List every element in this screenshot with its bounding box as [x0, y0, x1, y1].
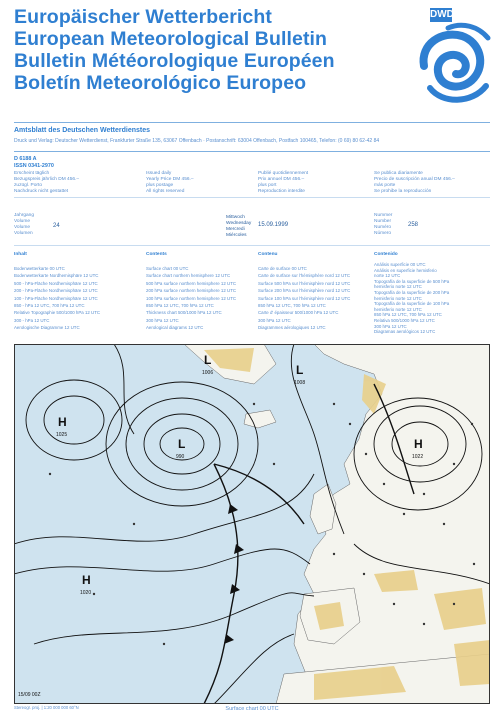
contents-item: Aerologische Diagramme 12 UTC: [14, 325, 80, 331]
pressure-center-label: L: [178, 437, 186, 451]
contents-heading-de: Inhalt: [14, 252, 27, 257]
contents-item: Topografía de la superficie de 200 hPa: [374, 289, 450, 295]
contents-item: 850 hPa 12 UTC, 700 hPa 12 UTC: [374, 312, 442, 318]
info-line: zuzügl. Porto: [14, 183, 42, 188]
title-german: Europäischer Wetterbericht: [14, 6, 272, 28]
contents-item: Surface chart 00 UTC: [146, 266, 189, 271]
contents-item: Surface 500 hPa sur l'hémisphère nord 12 UTC: [258, 280, 351, 286]
contents-list-es: [374, 262, 449, 335]
pressure-center-label: H: [82, 573, 91, 587]
volume-label: Volume: [14, 219, 30, 224]
contents-item: 500 - hPa-Fläche Nordhemisphäre 12 UTC: [14, 280, 98, 286]
info-line: plus postage: [146, 183, 174, 188]
pressure-center-value: 1006: [202, 370, 214, 376]
contents-item: Surface 100 hPa sur l'hémisphère nord 12 UTC: [258, 295, 351, 301]
contents-item: Bodenwetterkarte Nordhemisphäre 12 UTC: [14, 273, 99, 279]
weekday-label: Mittwoch: [226, 215, 245, 220]
contents-item: 300 hPa 12 UTC: [258, 317, 291, 323]
contents-heading-es: Contenido: [374, 252, 398, 257]
title-block: [14, 6, 335, 94]
d-number: D 6188 A: [14, 156, 37, 162]
contents-item: Bodenwetterkarte 00 UTC: [14, 266, 65, 271]
issue-date: 15.09.1999: [258, 222, 289, 228]
dwd-logo: [418, 8, 496, 112]
contents-item: 500 hPa surface northern hemisphere 12 UTC: [146, 280, 237, 286]
volume-label: Volumen: [14, 231, 33, 236]
contents-item: 300 hPa 12 UTC: [374, 323, 407, 329]
number-labels: [374, 213, 392, 237]
weekday-label: Mercredi: [226, 227, 245, 232]
contents-list-en: [146, 265, 236, 332]
info-rule: [14, 197, 490, 198]
agency-line: Amtsblatt des Deutschen Wetterdienstes: [14, 127, 151, 134]
contents-item: hemisferio norte 12 UTC: [374, 284, 422, 290]
contents-heading-fr: Contenu: [258, 252, 278, 257]
info-line: All rights reserved: [146, 189, 185, 194]
pressure-center-value: 1008: [294, 380, 306, 386]
contents-item: hemisferio norte 12 UTC: [374, 306, 422, 312]
contents-item: Topografía de la superficie de 500 hPa: [374, 278, 450, 284]
contents-item: 100 - hPa-Fläche Nordhemisphäre 12 UTC: [14, 295, 98, 301]
pressure-center-label: H: [414, 437, 423, 451]
contents-item: Diagramas aerológicos 12 UTC: [374, 329, 436, 335]
contents-item: Topografía de la superficie de 100 hPa: [374, 301, 450, 307]
contents-item: 200 - hPa-Fläche Nordhemisphäre 12 UTC: [14, 288, 98, 294]
contents-item: norte 12 UTC: [374, 273, 401, 279]
contents-rule: [14, 245, 490, 246]
info-line: más porte: [374, 183, 396, 188]
contents-item: 200 hPa surface northern hemisphere 12 UTC: [146, 288, 237, 294]
contents-list-fr: [258, 265, 350, 332]
info-line: Reproduction interdite: [258, 189, 305, 194]
contents-item: 300 hPa 12 UTC: [146, 317, 179, 323]
contents-item: Análisis superficie 00 UTC: [374, 262, 426, 267]
info-column-fr: [258, 171, 308, 195]
volume-value: 24: [53, 223, 60, 229]
contents-item: 850 hPa 12 UTC, 700 hPa 12 UTC: [146, 303, 214, 309]
info-line: Yearly Price DM 456.–: [146, 177, 194, 182]
volume-label: Jahrgang: [14, 213, 35, 218]
info-line: Se publica diariamente: [374, 171, 423, 176]
pressure-center-label: H: [58, 415, 67, 429]
number-label: Nummer: [374, 213, 393, 218]
pressure-center-value: 1020: [80, 590, 92, 596]
contents-item: Carte de surface sur l'hémisphère nord 12 UTC: [258, 273, 351, 279]
id-block: [14, 156, 54, 170]
title-english: European Meteorological Bulletin: [14, 28, 328, 50]
info-line: Prix annuel DM 456.–: [258, 177, 305, 182]
info-line: plus port: [258, 183, 277, 188]
info-column-en: [146, 171, 194, 195]
title-french: Bulletin Météorologique Européen: [14, 50, 335, 72]
volume-label: Volume: [14, 225, 30, 230]
map-time-stamp: 15/09 00Z: [18, 692, 41, 698]
volume-labels: [14, 213, 34, 237]
pressure-center-label: L: [204, 353, 212, 367]
contents-item: Thickness chart 500/1000 hPa 12 UTC: [146, 310, 222, 316]
contents-item: Aerological diagrams 12 UTC: [146, 325, 204, 331]
contents-item: 100 hPa surface northern hemisphere 12 UTC: [146, 295, 237, 301]
info-line: Bezugspreis jährlich DM 456.–: [14, 177, 80, 182]
issue-number: 258: [408, 222, 419, 228]
contents-item: Carte de surface 00 UTC: [258, 266, 307, 271]
pressure-center-value: 990: [176, 454, 185, 460]
publisher-rule: [14, 151, 490, 152]
contents-item: Carte d' épaisseur 500/1000 hPa 12 UTC: [258, 310, 339, 316]
info-column-es: [374, 171, 455, 195]
header-rule: [14, 122, 490, 123]
map-frame: [14, 344, 490, 704]
info-line: Publié quotidiennement: [258, 171, 309, 176]
contents-list-de: [14, 265, 100, 332]
pressure-center-value: 1025: [56, 432, 68, 438]
weekday-label: Miércoles: [226, 233, 247, 238]
issn-number: ISSN 0341-2970: [14, 163, 54, 169]
info-line: Nachdruck nicht gestattet: [14, 189, 69, 194]
info-column-de: [14, 171, 79, 195]
contents-item: 300 - hPa 12 UTC: [14, 317, 50, 323]
pressure-center-label: L: [296, 363, 304, 377]
number-label: Numéro: [374, 225, 392, 230]
title-spanish: Boletín Meteorológico Europeo: [14, 72, 307, 94]
info-line: Erscheint täglich: [14, 171, 50, 176]
weekday-label: Wednesday: [226, 221, 252, 226]
map-projection: Stereogr. proj. | 1:20 000 000 60°N: [14, 705, 79, 710]
contents-item: hemisferio norte 12 UTC: [374, 295, 422, 301]
publisher-line: Druck und Verlag: Deutscher Wetterdienst, Frankfurter Straße 135, 63067 Offenbach · Postanschrift: 63004 Offenbach, Postfach 100465, Telefon: (0 69) 80 62-42 84: [14, 138, 380, 144]
map-caption: Surface chart 00 UTC: [225, 706, 279, 712]
number-label: Número: [374, 231, 392, 236]
contents-item: Surface chart northern hemisphere 12 UTC: [146, 273, 231, 279]
contents-heading-en: Contents: [146, 252, 167, 257]
contents-item: Diagrammes aérologiques 12 UTC: [258, 325, 326, 331]
info-line: Issued daily: [146, 171, 172, 176]
contents-item: Surface 200 hPa sur l'hémisphère nord 12 UTC: [258, 288, 351, 294]
contents-item: Relative Topographie 500/1000 hPa 12 UTC: [14, 310, 101, 316]
dwd-logo-text: DWD: [430, 9, 454, 20]
contents-item: 850 hPa 12 UTC, 700 hPa 12 UTC: [258, 303, 326, 309]
contents-item: Relativa 500/1000 hPa 12 UTC: [374, 317, 435, 323]
contents-item: Análisis en superficie hemisferio: [374, 267, 437, 273]
dwd-swirl-logo-icon: [418, 8, 496, 112]
info-line: Se prohibe la reproducción: [374, 189, 432, 194]
number-label: Number: [374, 219, 392, 224]
weekday-labels: [226, 215, 251, 239]
pressure-center-value: 1022: [412, 454, 424, 460]
contents-item: 850 - hPa 12 UTC, 700 hPa 12 UTC: [14, 303, 85, 309]
info-line: Precio de suscripción anual DM 456.–: [374, 177, 455, 182]
